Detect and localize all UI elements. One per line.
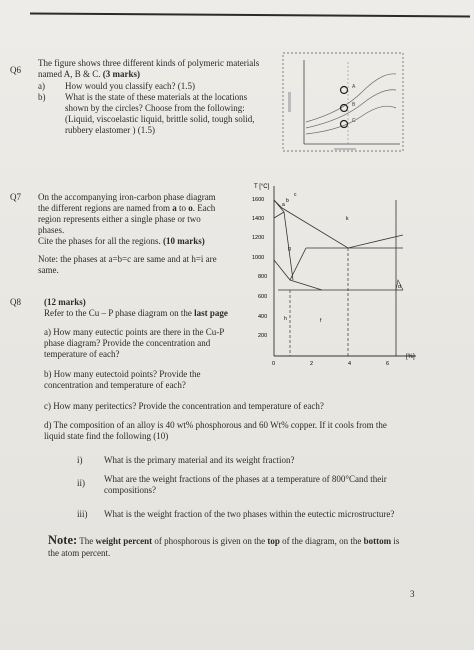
tick-1400: 1400 [252,216,265,222]
state-circle-c [341,121,348,128]
q8-refer: Refer to the Cu – P phase diagram on the last page [44,308,228,318]
q8-iii-label: iii) [77,509,88,519]
x-axis-label-mark [334,148,356,150]
q8-ii-text1: What are the weight fractions of the phases at a temperature of 800°Cand their [104,474,387,484]
q8-number: Q8 [10,297,21,307]
header-rule [30,12,470,17]
q8-d-line1: d) The composition of an alloy is 40 wt% phosphorous and 60 Wt% copper. If it cools from the [44,420,387,430]
tick-400: 400 [258,314,268,320]
q6-b-text2: shown by the circles? Choose from the following: [65,103,245,113]
q8-i-text: What is the primary material and its weight fraction? [104,455,295,465]
q8-i-label: i) [77,455,83,465]
tick-600: 600 [258,294,268,300]
region-d: d [398,284,401,290]
q8-d-line2: liquid state find the following (10) [44,431,169,441]
polymer-figure [282,52,404,156]
region-a: a [282,202,285,208]
curve-label-b: B [352,102,356,108]
comp-axis-label: [%] [406,354,415,360]
region-h: h [284,316,287,322]
note-line2: the atom percent. [48,548,111,558]
q8-b-line1: b) How many eutectoid points? Provide the [44,369,201,379]
curve-label-a: A [352,84,356,90]
tick-0: 0 [272,361,276,367]
q6-b-text1: What is the state of these materials at the locations [65,92,248,102]
q8-iii-text: What is the weight fraction of the two phases within the eutectic microstructure? [104,509,395,519]
q6-number: Q6 [10,65,21,75]
q8-c-text: c) How many peritectics? Provide the concentration and temperature of each? [44,401,324,411]
q6-a-text: How would you classify each? (1.5) [65,81,195,91]
q8-a-line1: a) How many eutectic points are there in the Cu-P [44,327,225,337]
temp-axis-label: T [°C] [254,184,270,190]
q8-b-line2: concentration and temperature of each? [44,380,186,390]
page-number: 3 [410,589,415,599]
q7-line3: region represents either a single phase or two [38,214,201,224]
curve-label-c: C [352,118,356,124]
q6-intro-line2: named A, B & C. (3 marks) [38,69,140,79]
tick-1000: 1000 [252,255,265,261]
q8-a-line3: temperature of each? [44,349,120,359]
q7-note1: Note: the phases at a=b=c are same and at h=i are [38,254,217,264]
region-f: f [320,318,322,324]
q7-number: Q7 [10,192,21,202]
tick-1200: 1200 [252,235,265,241]
region-b: b [286,198,289,204]
q6-b-text4: rubbery elastomer ) (1.5) [65,125,155,135]
q8-a-line2: phase diagram? Provide the concentration and [44,338,211,348]
region-c: c [294,192,297,198]
q8-ii-label: ii) [77,478,85,488]
tick-1600: 1600 [252,197,265,203]
state-circle-a [341,87,348,94]
iron-carbon-diagram [238,180,422,372]
q6-b-text3: (Liquid, viscoelastic liquid, brittle solid, tough solid, [65,114,255,124]
y-axis-label-mark [288,92,291,112]
tick-6: 6 [386,361,390,367]
q8-ii-text2: compositions? [104,485,156,495]
tick-200: 200 [258,333,268,339]
region-g: g [288,246,291,252]
region-k: k [346,216,349,222]
tick-2: 2 [310,361,314,367]
note-line1: Note: The weight percent of phosphorous is given on the top of the diagram, on the bottom is [48,533,400,547]
q6-b-label: b) [38,92,46,102]
q6-a-label: a) [38,81,45,91]
q7-line4: phases. [38,225,65,235]
q7-note2: same. [38,265,59,275]
q6-intro-line1: The figure shows three different kinds of polymeric materials [38,58,260,68]
q7-line2: the different regions are named from a to o. Each [38,203,216,213]
q7-line5: Cite the phases for all the regions. (10 marks) [38,236,205,246]
tick-4: 4 [348,361,352,367]
q7-line1: On the accompanying iron-carbon phase diagram [38,192,216,202]
tick-800: 800 [258,274,268,280]
q8-marks: (12 marks) [44,297,86,307]
state-circle-b [341,105,348,112]
